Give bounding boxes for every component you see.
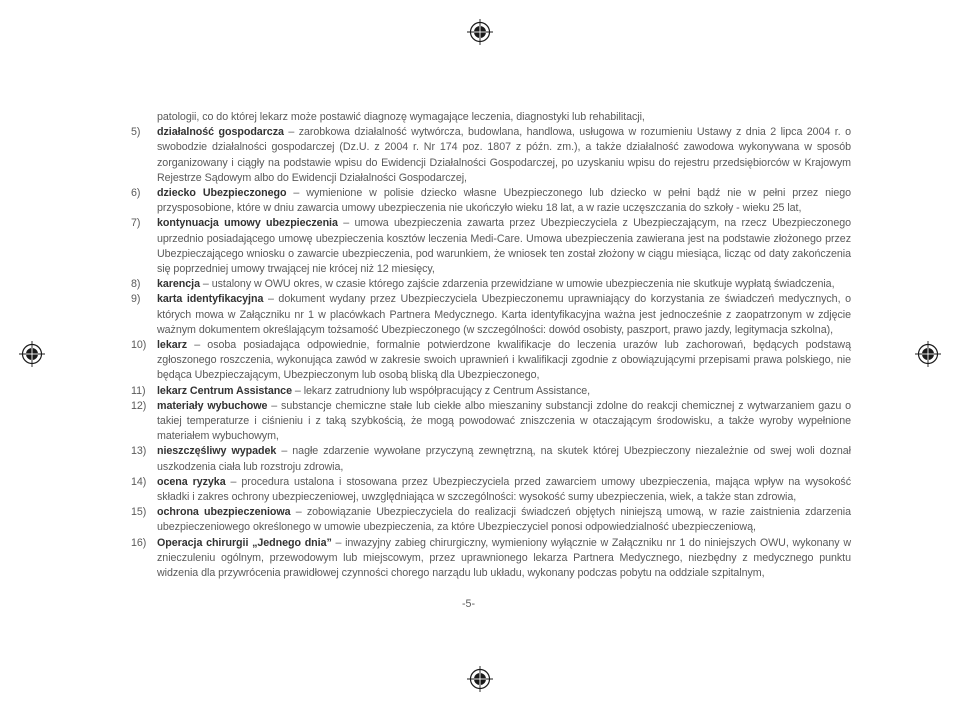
definition-text: – ustalony w OWU okres, w czasie którego zajście zdarzenia przewidziane w umowie ubezpieczenia nie skutkuje wypłatą świadczenia, [199, 278, 835, 291]
definition-text: – zobowiązanie Ubezpieczyciela do realizacji świadczeń objętych niniejszą umową, w razie zaistnienia zdarzenia ubezpieczeniowego określonego w umowie ubezpieczenia, za które Ubezpieczyciel ponosi odpowiedzialność ubezpieczeniową, [157, 506, 851, 534]
registration-mark-top-icon [467, 19, 493, 45]
definition-item-10 [131, 338, 851, 384]
definition-term: nieszczęśliwy wypadek [157, 445, 277, 458]
item-number: 15) [131, 506, 147, 519]
definition-text: – umowa ubezpieczenia zawarta przez Ubezpieczyciela z Ubezpieczającym, na rzecz Ubezpieczonego uprzednio posiadającego umowę ubezpieczenia kosztów leczenia Medi-Care. Umowa ubezpieczenia zawierana jest na podstawie złożonego przez Ubezpieczającego wniosku o zawarcie ubezpieczenia, pod warunkiem, że wniosek ten został złożony w ciągu miesiąca, licząc od daty zakończenia się poprzedniej umowy trwającej nie krócej niż 12 miesięcy, [157, 217, 852, 276]
definition-item-7 [131, 216, 851, 277]
definition-item-13 [131, 444, 851, 474]
definition-text: – lekarz zatrudniony lub współpracujący z Centrum Assistance, [291, 384, 591, 397]
item-number: 13) [131, 445, 147, 458]
definition-term: Operacja chirurgii „Jednego dnia” [157, 536, 332, 549]
definition-text: – osoba posiadająca odpowiednie, formalnie potwierdzone kwalifikacje do leczenia urazów lub zachorowań, będących podstawą zgłoszonego roszczenia, wykonująca zawód w zakresie swoich uprawnień i kwalifikacji zgodnie z obowiązującymi przepisami prawa polskiego, nie będąca Ubezpieczającym, Ubezpieczonym lub osobą bliską dla Ubezpieczonego, [157, 339, 851, 382]
registration-mark-right-icon [915, 341, 941, 367]
definition-term: lekarz Centrum Assistance [157, 384, 292, 397]
definition-item-16 [131, 536, 851, 582]
registration-mark-left-icon [19, 341, 45, 367]
definition-term: ocena ryzyka [157, 475, 226, 488]
definition-term: dziecko Ubezpieczonego [157, 187, 287, 200]
definition-text: – dokument wydany przez Ubezpieczyciela Ubezpieczonemu uprawniający do korzystania ze świadczeń medycznych, o których mowa w Załączniku nr 1 w placówkach Partnera Medycznego. Karta identyfikacyjna ważna jest jednocześnie z zaopatrzonym w zdjęcie ważnym dokumentem określającym tożsamość Ubezpieczonego (w szczególności: dowód osobisty, paszport, prawo jazdy, legitymacja szkolna), [157, 293, 851, 336]
definition-term: karencja [157, 278, 200, 291]
item-number: 14) [131, 475, 147, 488]
definition-item-15 [131, 505, 851, 535]
definition-item-6 [131, 186, 851, 216]
definition-text: – inwazyjny zabieg chirurgiczny, wymieniony wyłącznie w Załączniku nr 1 do niniejszych OWU, wykonany w znieczuleniu ogólnym, przewodowym lub miejscowym, przez uprawnionego lekarza Partnera Medycznego, niezbędny z medycznego punktu widzenia dla przywrócenia prawidłowej czynności chorego narządu lub układu, wykonany podczas pobytu na oddziale szpitalnym, [157, 536, 851, 580]
item-number: 16) [131, 536, 147, 549]
definition-text: – nagłe zdarzenie wywołane przyczyną zewnętrzną, na skutek której Ubezpieczony niezależnie od swej woli doznał uszkodzenia ciała lub rozstroju zdrowia, [157, 445, 851, 473]
definition-text: – wymienione w polisie dziecko własne Ubezpieczonego lub dziecko w pełni bądź nie w pełni przez niego przysposobione, które w dniu zawarcia umowy ubezpieczenia nie ukończyło wieku 18 lat, a w razie uczęszczania do szkoły - wieku 25 lat, [157, 187, 851, 215]
definition-term: kontynuacja umowy ubezpieczenia [157, 217, 338, 230]
definition-text: – zarobkowa działalność wytwórcza, budowlana, handlowa, usługowa w rozumieniu Ustawy z dnia 2 lipca 2004 r. o swobodzie działalności gospodarczej (Dz.U. z 2004 r. Nr 174 poz. 1807 z późn. zm.), a także działalność zawodowa wykonywana w sposób zorganizowany i ciągły na podstawie wpisu do Ewidencji Działalności Gospodarczej, po uzyskaniu wpisu do rejestru przedsiębiorców w Krajowym Rejestrze Sądowym albo do Ewidencji Działalności Gospodarczej, [157, 126, 851, 184]
definition-term: lekarz [157, 339, 188, 352]
definition-item-8 [131, 277, 851, 292]
definition-item-11 [131, 384, 851, 399]
item-number: 9) [131, 293, 141, 306]
item-number: 11) [131, 384, 146, 397]
page-number: -5- [462, 598, 476, 610]
definition-text: – substancje chemiczne stałe lub ciekłe albo mieszaniny substancji zdolne do reakcji chemicznej z wytwarzaniem gazu o takiej temperaturze i ciśnieniu i z taką szybkością, że mogą powodować zniszczenia w otaczającym środowisku, a także wyroby wypełnione materiałem wybuchowym, [157, 399, 851, 443]
intro-paragraph: patologii, co do której lekarz może postawić diagnozę wymagające leczenia, diagnostyki lub rehabilitacji, [157, 111, 645, 123]
item-number: 10) [131, 339, 147, 352]
registration-mark-bottom-icon [467, 666, 493, 692]
definition-term: materiały wybuchowe [157, 399, 268, 412]
definition-item-12 [131, 399, 851, 445]
definitions-list [131, 125, 851, 581]
item-number: 8) [131, 278, 141, 291]
item-number: 5) [131, 126, 141, 139]
definition-item-5 [131, 125, 851, 186]
definition-text: – procedura ustalona i stosowana przez Ubezpieczyciela przed zawarciem umowy ubezpieczenia, mająca wpływ na wysokość składki i zakres ochrony ubezpieczeniowej, uwzględniająca w szczególności: wysokość sumy ubezpieczenia, wiek, a także stan zdrowia, [157, 475, 852, 504]
definition-item-9 [131, 292, 851, 338]
definition-item-14 [131, 475, 851, 505]
document-body [131, 110, 851, 581]
definition-term: ochrona ubezpieczeniowa [157, 506, 291, 519]
definition-term: działalność gospodarcza [157, 126, 284, 139]
item-number: 12) [131, 399, 147, 412]
definition-term: karta identyfikacyjna [157, 293, 264, 306]
item-number: 7) [131, 217, 141, 230]
item-number: 6) [131, 187, 141, 200]
